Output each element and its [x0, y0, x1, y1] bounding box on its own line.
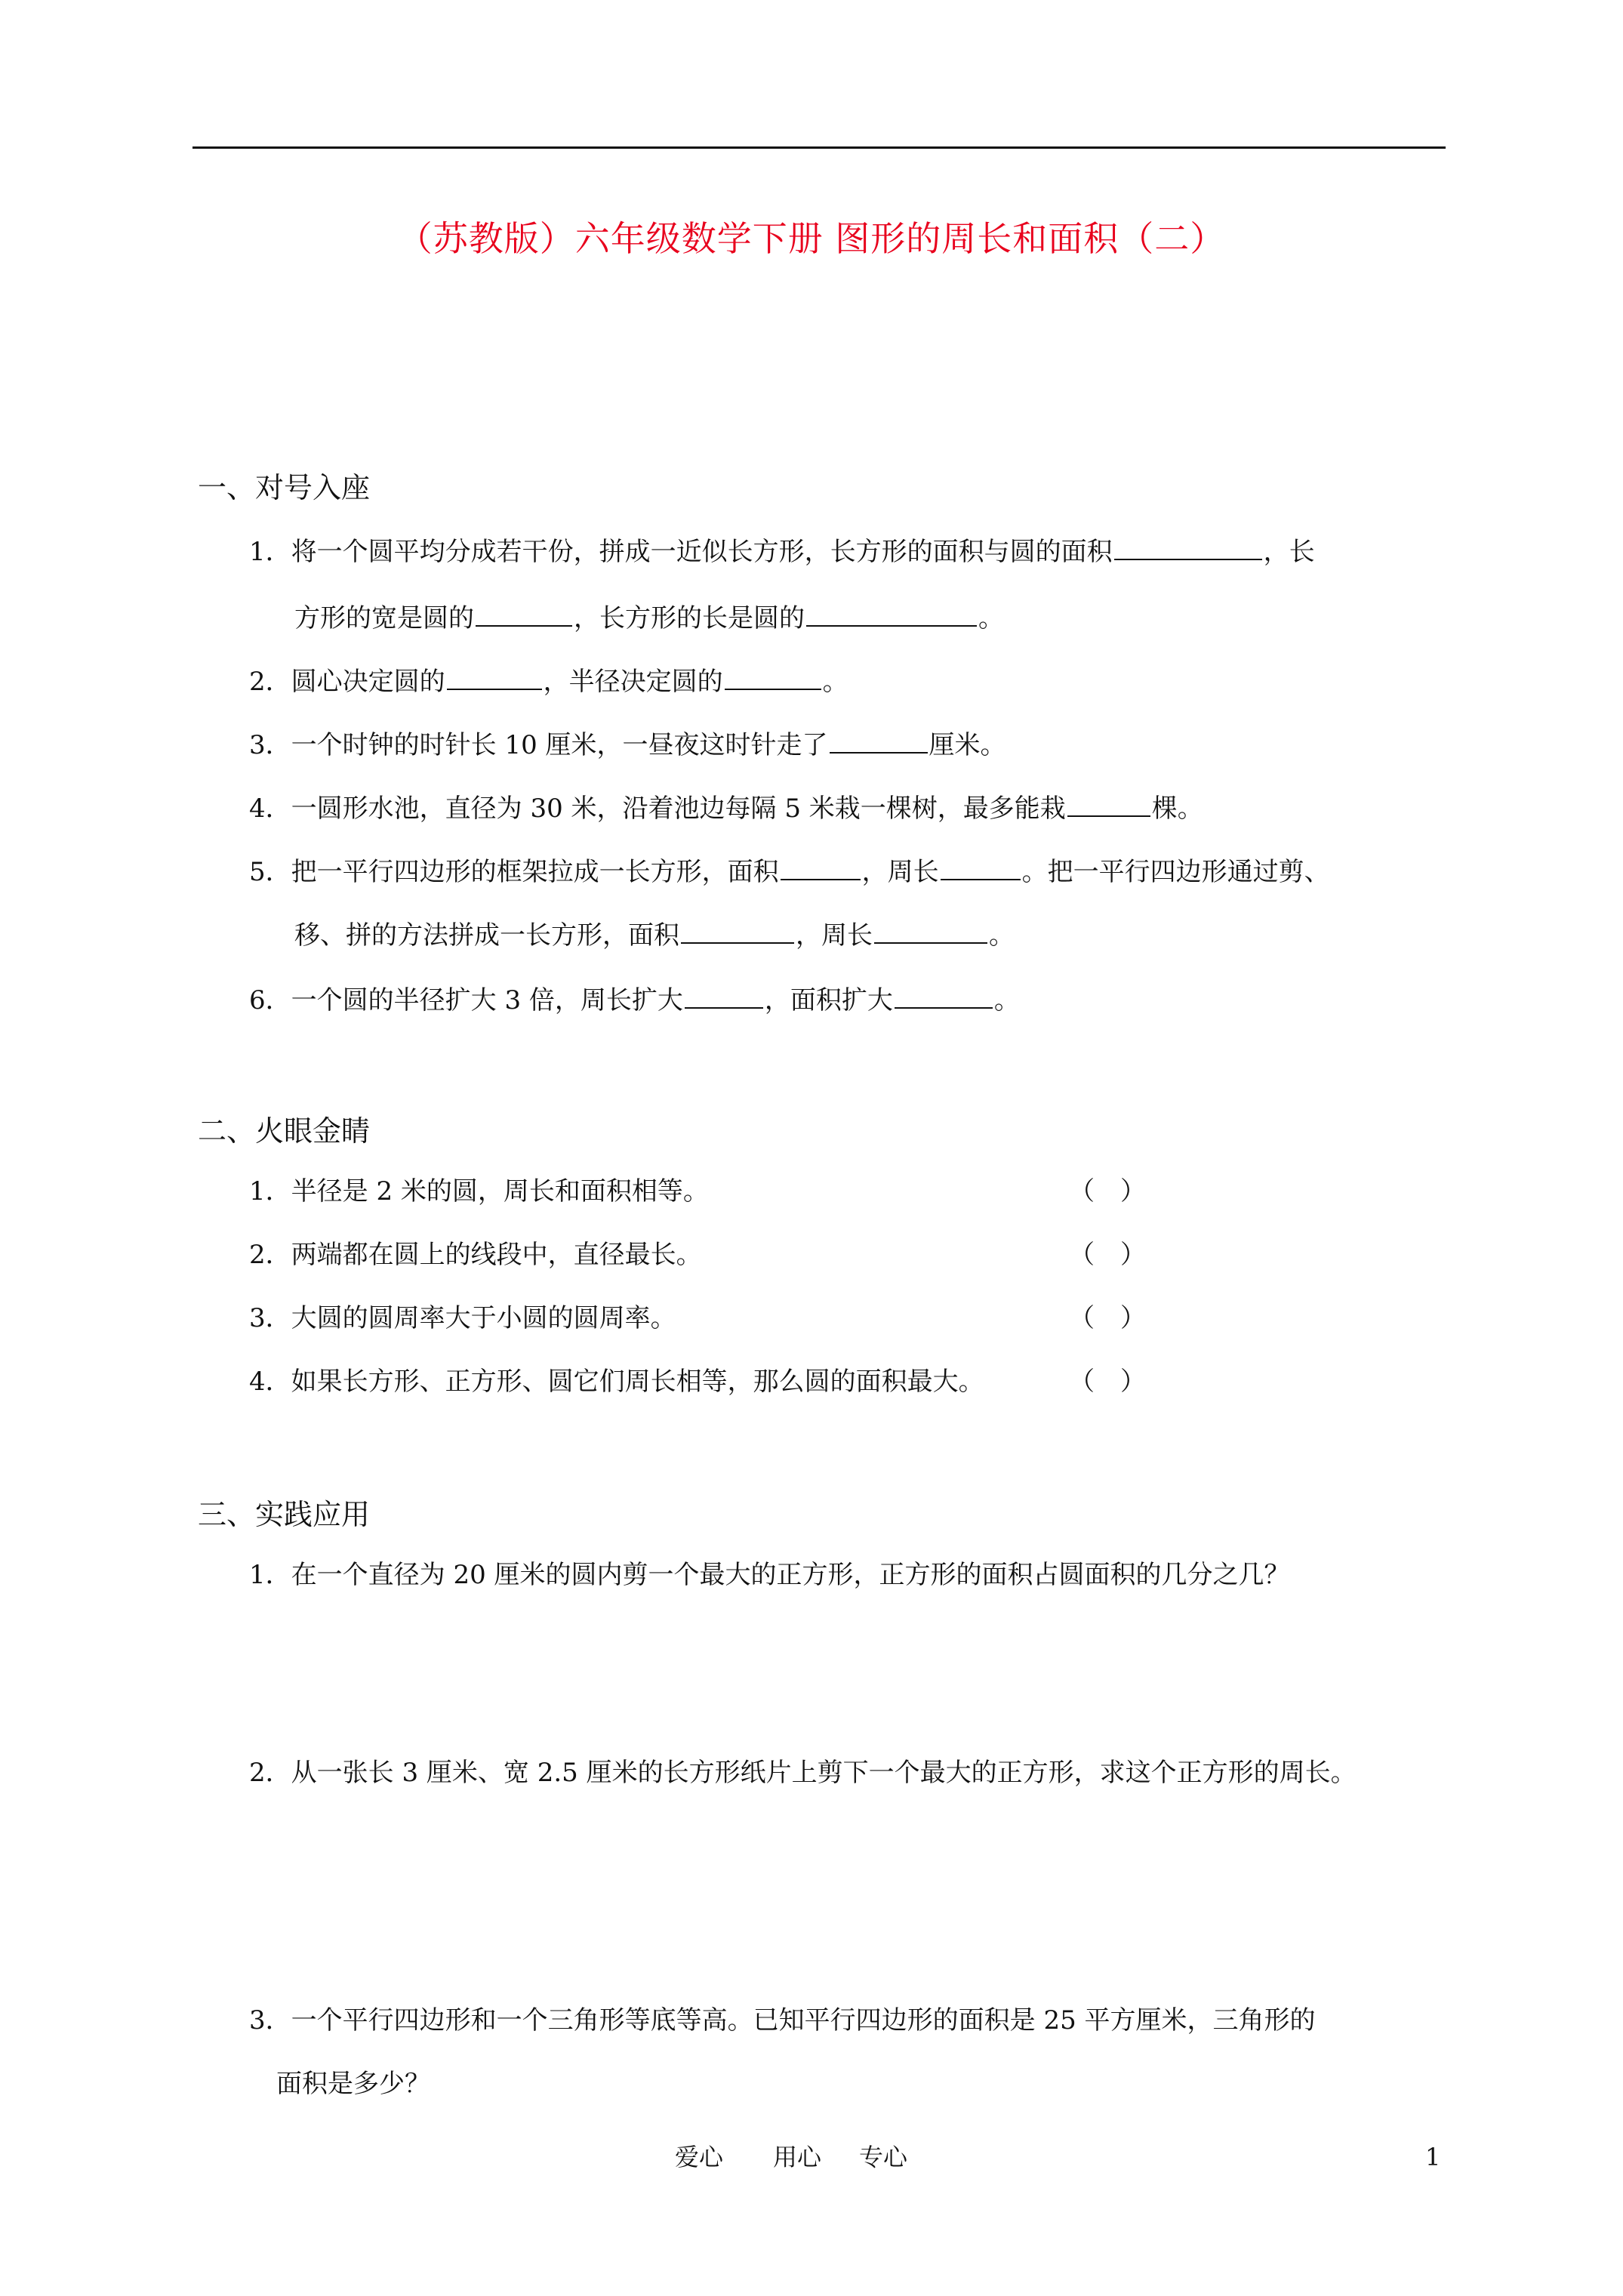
question-text: 一圆形水池，直径为 30 米，沿着池边每隔 5 米栽一棵树，最多能栽 [291, 794, 1066, 824]
judge-item-1 [249, 1169, 709, 1214]
question-text: 圆心决定圆的 [291, 667, 445, 697]
question-number: 4． [249, 794, 291, 824]
question-number: 1． [249, 1176, 291, 1207]
question-1-1-line1 [249, 529, 1315, 575]
practice-question-2 [249, 1750, 1357, 1795]
question-text: ，长 [1263, 537, 1315, 567]
question-text: 移、拼的方法拼成一长方形，面积 [294, 920, 679, 951]
question-text: 面积是多少？ [276, 2069, 430, 2099]
practice-question-3-line1 [249, 1998, 1316, 2043]
page-title: （苏教版）六年级数学下册 图形的周长和面积（二） [397, 218, 1226, 259]
question-text: ，半径决定圆的 [543, 667, 723, 697]
answer-blank[interactable] [874, 912, 987, 944]
judge-item-3 [249, 1296, 676, 1341]
question-text: 在一个直径为 20 厘米的圆内剪一个最大的正方形，正方形的面积占圆面积的几分之几？ [291, 1560, 1290, 1590]
answer-blank[interactable] [685, 977, 763, 1009]
question-text: 两端都在圆上的线段中，直径最长。 [291, 1240, 702, 1270]
footer-motto-1: 爱心 [675, 2143, 724, 2171]
answer-blank[interactable] [447, 658, 542, 690]
question-1-1-line2 [294, 595, 1004, 641]
question-number: 2． [249, 1240, 291, 1270]
question-text: 一个圆的半径扩大 3 倍，周长扩大 [291, 985, 683, 1015]
question-text: 。 [822, 667, 848, 697]
question-text: 。 [989, 920, 1015, 951]
answer-blank[interactable] [1114, 529, 1262, 560]
page-number: 1 [1425, 2143, 1441, 2171]
section-heading-2: 二、火眼金睛 [198, 1114, 371, 1148]
answer-paren[interactable]: （ ） [1069, 1240, 1146, 1270]
answer-blank[interactable] [476, 595, 572, 627]
question-number: 3． [249, 1303, 291, 1333]
question-text: 一个平行四边形和一个三角形等底等高。已知平行四边形的面积是 25 平方厘米，三角形的 [291, 2005, 1316, 2036]
question-text: ，长方形的长是圆的 [574, 603, 805, 633]
question-text: 。 [978, 603, 1004, 633]
question-number: 6． [249, 985, 291, 1015]
answer-blank[interactable] [830, 722, 928, 754]
footer-motto-2: 用心 [773, 2143, 822, 2171]
question-number: 1． [249, 537, 291, 567]
question-number: 4． [249, 1367, 291, 1397]
answer-paren[interactable]: （ ） [1069, 1176, 1146, 1207]
answer-blank[interactable] [781, 849, 861, 880]
question-text: 把一平行四边形的框架拉成一长方形，面积 [291, 857, 779, 887]
question-text: ，周长 [796, 920, 873, 951]
question-text: ，面积扩大 [764, 985, 893, 1015]
question-1-5-line1 [249, 849, 1330, 895]
answer-blank[interactable] [681, 912, 794, 944]
question-number: 1． [249, 1560, 291, 1590]
practice-question-1 [249, 1552, 1290, 1598]
question-number: 3． [249, 730, 291, 760]
question-1-2 [249, 658, 848, 704]
question-text: 从一张长 3 厘米、宽 2.5 厘米的长方形纸片上剪下一个最大的正方形，求这个正方形的周长。 [291, 1758, 1357, 1788]
question-text: 。把一平行四边形通过剪、 [1021, 857, 1330, 887]
question-text: 一个时钟的时针长 10 厘米，一昼夜这时针走了 [291, 730, 828, 760]
question-number: 5． [249, 857, 291, 887]
question-1-6 [249, 977, 1020, 1023]
question-number: 2． [249, 667, 291, 697]
question-text: 棵。 [1151, 794, 1203, 824]
header-rule [192, 146, 1446, 149]
judge-item-4 [249, 1359, 984, 1404]
answer-blank[interactable] [725, 658, 821, 690]
question-1-3 [249, 722, 1006, 768]
question-1-4 [249, 785, 1203, 831]
answer-blank[interactable] [895, 977, 993, 1009]
answer-blank[interactable] [941, 849, 1021, 880]
question-number: 3． [249, 2005, 291, 2036]
question-text: 大圆的圆周率大于小圆的圆周率。 [291, 1303, 676, 1333]
question-text: 半径是 2 米的圆，周长和面积相等。 [291, 1176, 709, 1207]
question-text: ，周长 [861, 857, 939, 887]
question-text: 方形的宽是圆的 [294, 603, 474, 633]
practice-question-3-line2 [276, 2061, 430, 2106]
answer-blank[interactable] [806, 595, 977, 627]
question-text: 。 [993, 985, 1020, 1015]
answer-paren[interactable]: （ ） [1069, 1367, 1146, 1397]
question-number: 2． [249, 1758, 291, 1788]
question-text: 厘米。 [929, 730, 1006, 760]
question-1-5-line2 [294, 912, 1015, 958]
section-heading-1: 一、对号入座 [198, 471, 371, 504]
answer-blank[interactable] [1067, 785, 1150, 817]
question-text: 将一个圆平均分成若干份，拼成一近似长方形，长方形的面积与圆的面积 [291, 537, 1113, 567]
question-text: 如果长方形、正方形、圆它们周长相等，那么圆的面积最大。 [291, 1367, 984, 1397]
footer-motto-3: 专心 [859, 2143, 908, 2171]
judge-item-2 [249, 1232, 702, 1277]
answer-paren[interactable]: （ ） [1069, 1303, 1146, 1333]
section-heading-3: 三、实践应用 [198, 1498, 371, 1531]
